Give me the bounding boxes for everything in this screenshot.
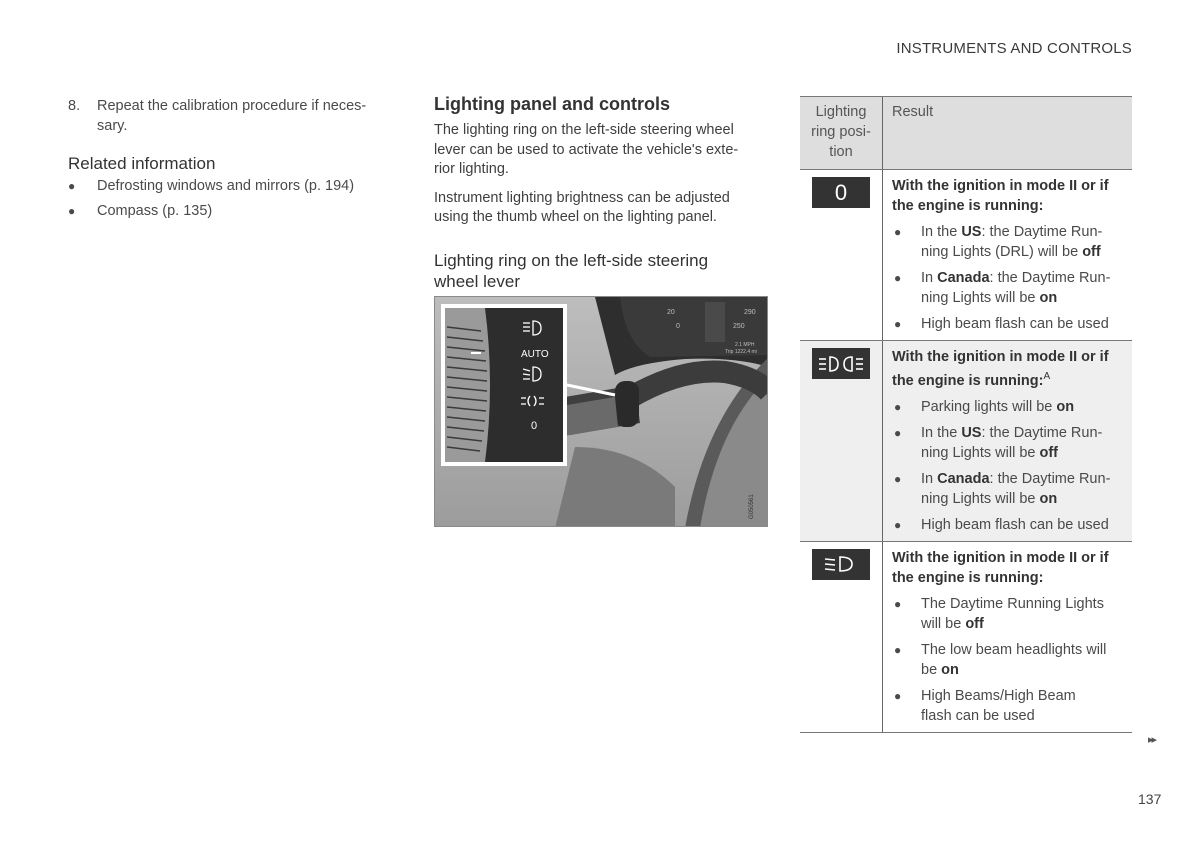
bullet-icon: ● xyxy=(894,399,902,414)
position-cell xyxy=(800,170,883,340)
list-item: ● The low beam headlights will be on xyxy=(894,641,1107,678)
svg-text:Trip 1222.4 mi: Trip 1222.4 mi xyxy=(725,349,757,355)
position-zero-symbol: 0 xyxy=(812,177,870,208)
step-8 xyxy=(68,96,383,136)
continue-arrows-icon: ▸▸ xyxy=(1148,734,1156,746)
table-bottom-rule xyxy=(800,732,1132,733)
svg-text:290: 290 xyxy=(744,309,756,316)
bullet-icon: ● xyxy=(68,204,76,218)
lighting-ring-table xyxy=(800,96,1132,733)
related-link-compass[interactable]: ● Compass (p. 135) xyxy=(68,203,213,219)
low-beam-icon xyxy=(812,549,870,580)
svg-text:G050561: G050561 xyxy=(749,494,755,519)
steering-lever-illustration xyxy=(434,296,768,527)
list-item: ● In Canada: the Daytime Run- ning Lights will be on xyxy=(894,270,1111,306)
header-result: Result xyxy=(892,104,934,120)
result-cell xyxy=(883,170,1132,340)
middle-column xyxy=(434,94,768,292)
bullet-icon: ● xyxy=(894,596,902,611)
bullet-icon: ● xyxy=(894,471,902,486)
page-number: 137 xyxy=(1138,791,1162,807)
paragraph-lighting-ring: The lighting ring on the left-side steering wheel lever can be used to activate the vehicle's exte- rior lighting. xyxy=(434,122,739,177)
result-cell xyxy=(883,341,1132,541)
list-item: ● In the US: the Daytime Run- ning Lights will be off xyxy=(894,424,1103,461)
position-cell xyxy=(800,542,883,732)
parking-lights-icon xyxy=(812,348,870,379)
related-information-heading: Related information xyxy=(68,154,216,173)
bullet-icon: ● xyxy=(894,317,902,331)
bullet-icon: ● xyxy=(894,225,902,239)
list-item: ● High beam flash can be used xyxy=(894,316,1109,332)
list-item: ● In the US: the Daytime Run- ning Lights (DRL) will be off xyxy=(894,224,1103,260)
step-text: Repeat the calibration procedure if neces- sary. xyxy=(97,98,367,134)
table-header xyxy=(800,96,1132,169)
section-header: INSTRUMENTS AND CONTROLS xyxy=(896,40,1132,57)
list-item: ● High beam flash can be used xyxy=(894,516,1109,533)
list-item: ● The Daytime Running Lights will be off xyxy=(894,595,1104,632)
related-link-defrosting[interactable]: ● Defrosting windows and mirrors (p. 194) xyxy=(68,178,355,194)
svg-text:0: 0 xyxy=(676,323,680,330)
step-number: 8. xyxy=(68,98,81,114)
bullet-icon: ● xyxy=(894,271,902,285)
subheading-lighting-ring: Lighting ring on the left-side steering wheel lever xyxy=(434,250,709,291)
header-position: Lighting ring posi- tion xyxy=(800,97,883,169)
table-row xyxy=(800,340,1132,541)
list-item: ● Parking lights will be on xyxy=(894,398,1075,415)
bullet-icon: ● xyxy=(894,688,902,703)
bullet-icon: ● xyxy=(894,642,902,657)
condition-text: With the ignition in mode II or if the engine is running: xyxy=(892,549,1109,586)
section-title: Lighting panel and controls xyxy=(434,94,670,114)
svg-text:0: 0 xyxy=(531,420,538,432)
list-item: ● High Beams/High Beam flash can be used xyxy=(894,687,1076,724)
paragraph-instrument-brightness: Instrument lighting brightness can be adjusted using the thumb wheel on the lighting panel. xyxy=(434,189,730,225)
condition-text: With the ignition in mode II or if the engine is running: xyxy=(892,178,1109,214)
illustration-svg xyxy=(435,297,768,527)
table-row xyxy=(800,541,1132,732)
table-row xyxy=(800,169,1132,340)
svg-text:2.1 MPH: 2.1 MPH xyxy=(735,342,755,348)
left-column xyxy=(68,96,383,221)
result-cell xyxy=(883,542,1132,732)
footnote-marker: A xyxy=(1043,371,1051,382)
position-cell xyxy=(800,341,883,541)
bullet-icon: ● xyxy=(894,517,902,532)
svg-text:250: 250 xyxy=(733,323,745,330)
svg-text:20: 20 xyxy=(667,309,675,316)
bullet-icon: ● xyxy=(68,179,76,193)
condition-text: With the ignition in mode II or if the engine is running:$^A$ xyxy=(892,349,1109,389)
bullet-icon: ● xyxy=(894,425,902,440)
svg-text:AUTO: AUTO xyxy=(521,349,549,360)
list-item: ● In Canada: the Daytime Run- ning Lights will be on xyxy=(894,470,1111,507)
